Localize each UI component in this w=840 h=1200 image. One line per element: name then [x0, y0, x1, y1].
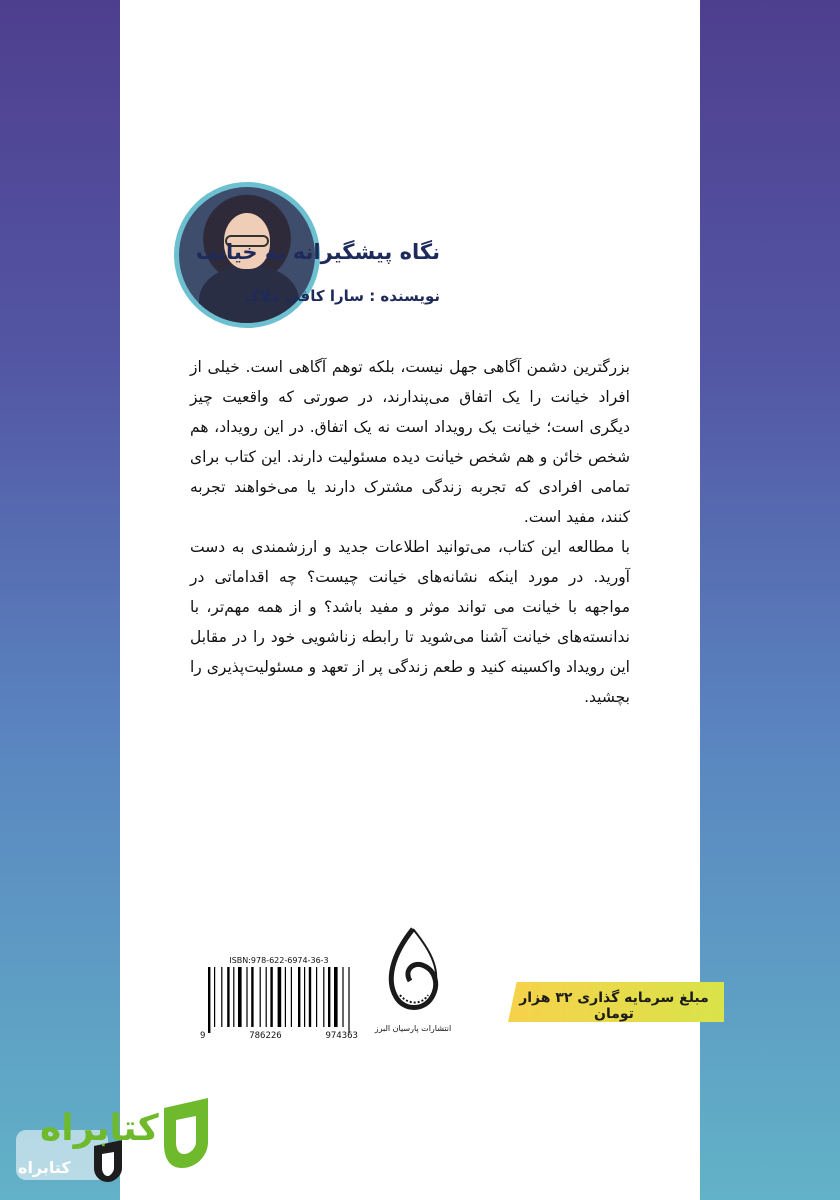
barcode-bar: [238, 967, 242, 1027]
barcode-bar: [348, 967, 349, 1033]
ketabrah-watermark-small: کتابراه: [18, 1158, 71, 1177]
barcode-digit-prefix: 9: [200, 1031, 206, 1041]
publisher-logo-icon: [382, 925, 444, 1020]
isbn-number: ISBN:978-622-6974-36-3: [229, 956, 329, 965]
barcode-bar: [304, 967, 305, 1027]
barcode-bar: [316, 967, 317, 1027]
barcode-bar: [291, 967, 292, 1027]
barcode-digits-right: 974363: [325, 1031, 358, 1041]
barcode-bar: [298, 967, 300, 1027]
barcode-bar: [270, 967, 272, 1027]
barcode-bar: [323, 967, 324, 1027]
barcode-digits: [200, 1031, 358, 1041]
author-name: نویسنده : سارا کافی ملاک: [243, 287, 440, 305]
barcode-bar: [221, 967, 222, 1027]
price-label: مبلغ سرمایه گذاری ۳۲ هزار تومان: [519, 990, 709, 1022]
barcode-bar: [266, 967, 267, 1027]
description-paragraph-1: بزرگترین دشمن آگاهی جهل نیست، بلکه توهم آگاهی است. خیلی از افراد خیانت را یک اتفاق می‌پندارند، در صورتی که واقعیت چیز دیگری است؛ خیانت یک رویداد است نه یک اتفاق. در این رویداد، هم شخص خائن و هم شخص خیانت دیده مسئولیت دارند. این کتاب برای تمامی افرادی که تجربه زندگی مشترک دارند یا می‌خواهند تجربه کنند، مفید است.: [190, 358, 630, 526]
barcode-bar: [342, 967, 343, 1027]
barcode-bar: [251, 967, 253, 1027]
barcode-bar: [233, 967, 234, 1027]
barcode-bar: [227, 967, 229, 1027]
barcode-bar: [334, 967, 338, 1027]
book-description: [190, 352, 630, 712]
barcode-bar: [328, 967, 330, 1027]
barcode-bar: [214, 967, 215, 1027]
publisher-name: انتشارات پارسیان البرز: [374, 1024, 452, 1033]
barcode-bar: [278, 967, 282, 1027]
barcode-bar: [260, 967, 261, 1027]
barcode-bar: [285, 967, 286, 1027]
barcode-bar: [246, 967, 247, 1027]
barcode-digits-left: 786226: [249, 1031, 282, 1041]
book-title: نگاه پیشگیرانه به خیانت: [195, 240, 440, 264]
description-paragraph-2: با مطالعه این کتاب، می‌توانید اطلاعات جدید و ارزشمندی به دست آورید. در مورد اینکه نشانه‌های خیانت چیست؟ چه اقداماتی در مواجهه با خیانت می تواند موثر و مفید باشد؟ و از همه مهم‌تر، با ندانسته‌های خیانت آشنا می‌شوید تا رابطه زناشویی خود را در مقابل این رویداد واکسینه کنید و طعم زندگی پر از تعهد و مسئولیت‌پذیری را بچشید.: [190, 538, 630, 706]
barcode-bar: [208, 967, 210, 1033]
barcode-bar: [309, 967, 311, 1027]
ketabrah-watermark-large: کتابراه: [40, 1108, 159, 1149]
